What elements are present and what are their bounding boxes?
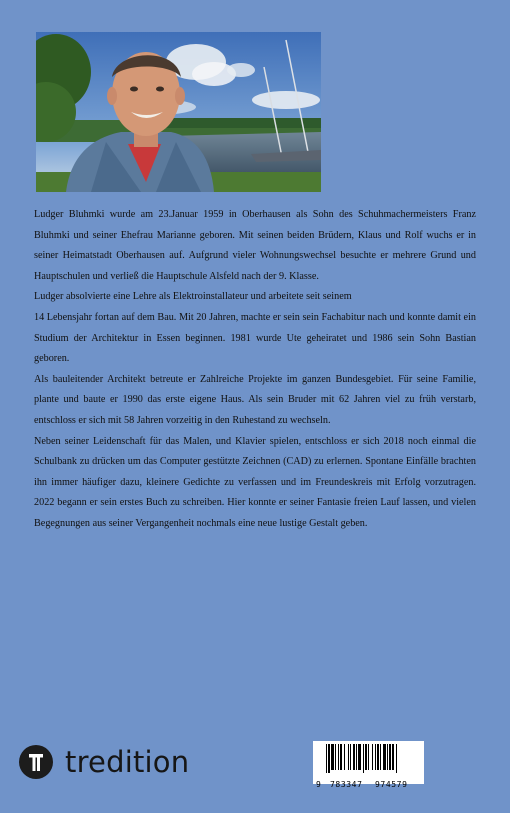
barcode-bar [377, 744, 379, 770]
barcode-digits-left: 783347 [330, 780, 363, 789]
barcode-bar [344, 744, 345, 770]
bio-paragraph: Ludger absolvierte eine Lehre als Elektroinstallateur und arbeitete seit seinem [34, 291, 352, 303]
barcode-bar [372, 744, 373, 770]
barcode-bar [356, 744, 357, 770]
barcode-bar [338, 744, 339, 770]
barcode-bar [335, 744, 336, 770]
barcode-bar [328, 744, 330, 773]
author-biography [34, 205, 476, 535]
publisher-name: tredition [65, 744, 190, 779]
barcode-bar [331, 744, 334, 770]
barcode-bar [348, 744, 349, 770]
barcode-bar [358, 744, 361, 770]
barcode-bar [340, 744, 342, 770]
bio-paragraph: Als bauleitender Architekt betreute er Zahlreiche Projekte im ganzen Bundesgebiet. Für seine Familie, plante und baute er 1990 das erste eigene Haus. Als sein Bruder mit 62 Jahren viel zu früh verstarb, entschloss er sich mit 58 Jahren vorzeitig in den Ruhestand zu wechseln. [34, 373, 476, 426]
bio-paragraph: Neben seiner Leidenschaft für das Malen, und Klavier spielen, entschloss er sich 2018 noch einmal die Schulbank zu drücken um das Computer gestützte Zeichnen (CAD) zu erlernen. Spontane Einfälle brachten ihn immer häufiger dazu, kleinere Gedichte zu verfassen und im Freundeskreis mit Erfolg vorzutragen. 2022 begann er sein erstes Buch zu schreiben. Hier konnte er seiner Fantasie freien Lauf lassen, und vielen Begegnungen aus seiner Vergangenheit nochmals eine neue lustige Gestalt geben. [34, 435, 476, 529]
barcode-bar [380, 744, 381, 770]
barcode-bar [392, 744, 394, 770]
barcode-bar [365, 744, 367, 770]
barcode-bar [363, 744, 364, 773]
barcode-bar [350, 744, 351, 770]
bio-paragraph: 14 Lebensjahr fortan auf dem Bau. Mit 20 Jahren, machte er sein sein Fachabitur nach und konnte damit ein Studium der Architektur in Essen beginnen. 1981 wurde Ute geheiratet und 1986 sein Sohn Bastian geboren. [34, 311, 476, 365]
barcode-bar [387, 744, 388, 770]
author-photo [36, 32, 321, 192]
barcode-digits-right: 974579 [375, 780, 408, 789]
barcode-bar [389, 744, 391, 770]
publisher-brand [19, 743, 189, 781]
barcode-first-digit: 9 [316, 780, 321, 789]
barcode-bar [353, 744, 355, 770]
bio-paragraph: Ludger Bluhmki wurde am 23.Januar 1959 in Oberhausen als Sohn des Schuhmachermeisters Franz Bluhmki und seiner Ehefrau Marianne geboren. Mit seinen beiden Brüdern, Klaus und Rolf wuchs er in seiner Heimatstadt Oberhausen auf. Aufgrund vieler Wohnungswechsel besuchte er mehrere Grund und Hauptschulen und verließ die Hauptschule Alsfeld nach der 9. Klasse. [34, 209, 476, 282]
tredition-logo-icon [19, 745, 53, 779]
barcode-bar [396, 744, 397, 773]
barcode-bar [383, 744, 386, 770]
barcode-bar [375, 744, 376, 770]
barcode-bar [368, 744, 369, 770]
isbn-barcode [313, 741, 424, 789]
barcode-bar [326, 744, 327, 773]
